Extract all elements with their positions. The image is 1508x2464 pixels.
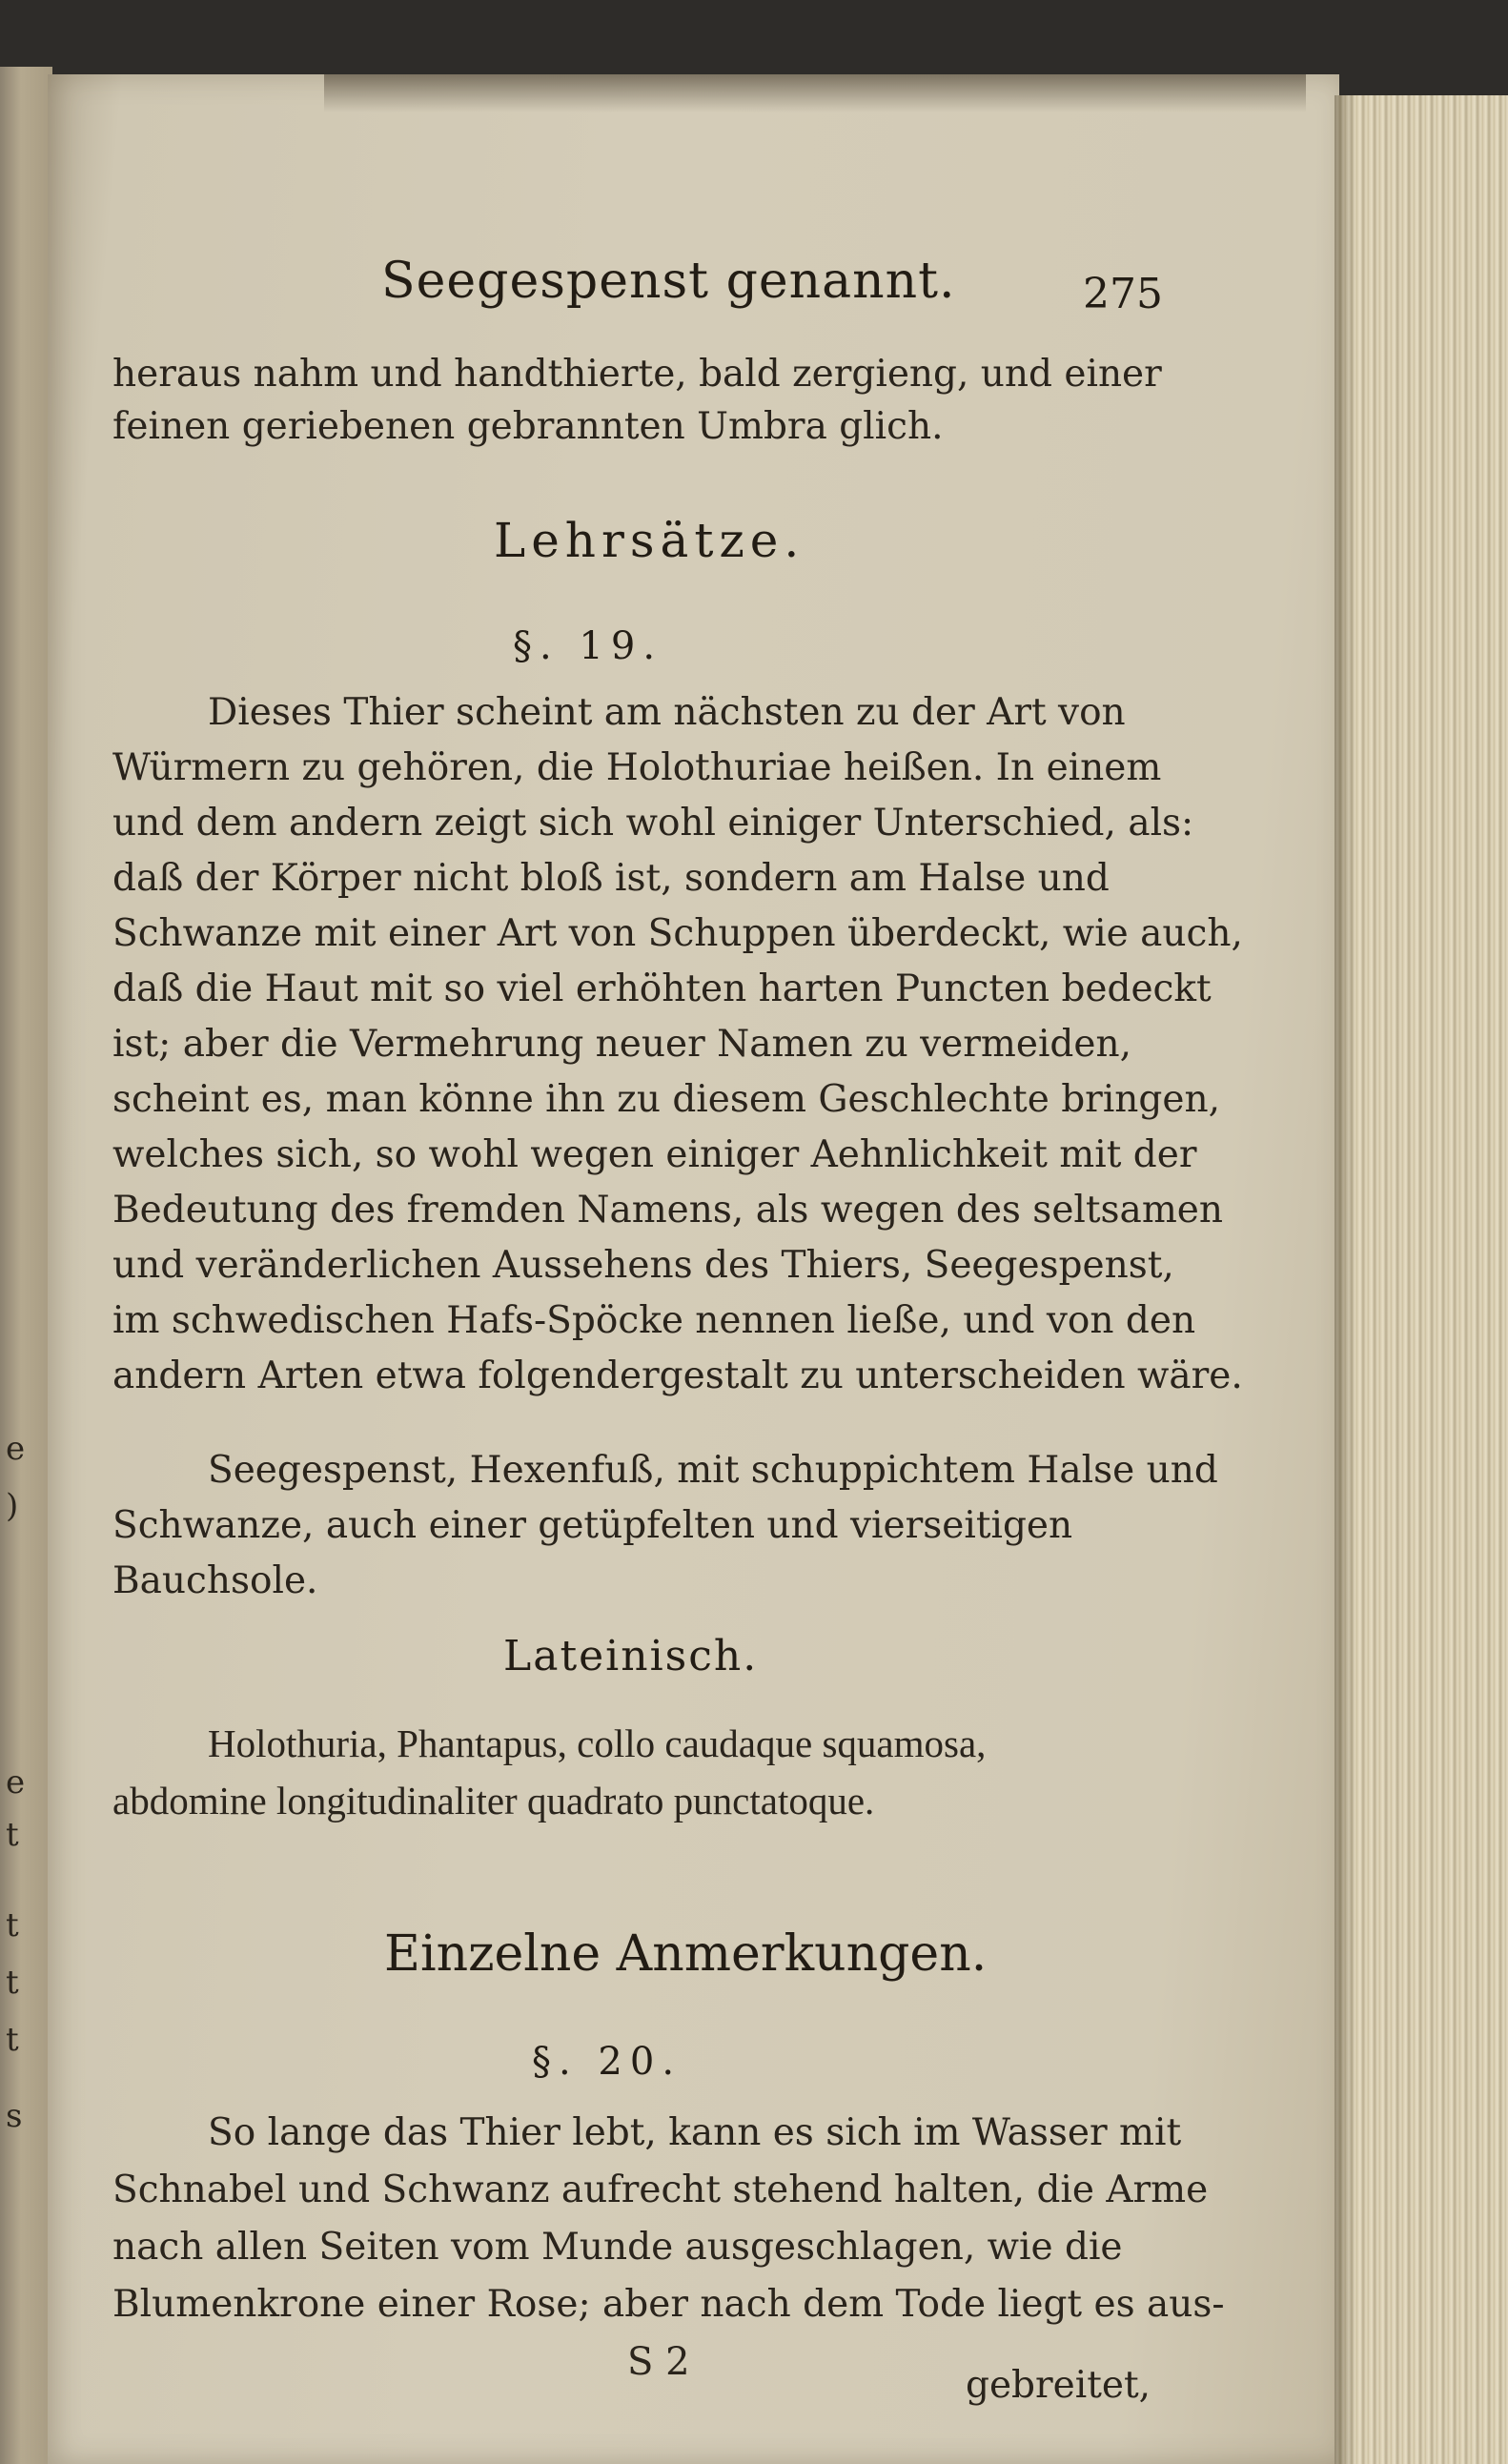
facing-page-fragments	[6, 1430, 34, 2192]
signature-mark: S 2	[627, 2340, 690, 2384]
text-line: ist; aber die Vermehrung neuer Namen zu vermeiden,	[112, 1023, 1131, 1066]
text-line: andern Arten etwa folgendergestalt zu unterscheiden wäre.	[112, 1354, 1243, 1397]
text-line: und veränderlichen Aussehens des Thiers, Seegespenst,	[112, 1244, 1174, 1287]
text-line: Seegespenst, Hexenfuß, mit schuppichtem Halse und	[208, 1449, 1218, 1492]
margin-fragment: t	[6, 1906, 19, 1945]
text-line: daß die Haut mit so viel erhöhten harten Puncten bedeckt	[112, 967, 1212, 1010]
page-header	[381, 253, 1163, 329]
paragraph-sign-19: §. 19.	[513, 624, 663, 668]
catchword: gebreitet,	[966, 2364, 1151, 2407]
page-block-edges	[1335, 95, 1508, 2464]
latin-heading: Lateinisch.	[503, 1632, 759, 1680]
margin-fragment: t	[6, 2021, 19, 2059]
section-heading: Lehrsätze.	[494, 513, 805, 568]
text-line: Schwanze, auch einer getüpfelten und vierseitigen	[112, 1504, 1073, 1547]
text-line: Bauchsole.	[112, 1559, 318, 1602]
text-line: Schnabel und Schwanz aufrecht stehend halten, die Arme	[112, 2169, 1209, 2211]
text-line: Bedeutung des fremden Namens, als wegen des seltsamen	[112, 1189, 1223, 1232]
running-title: Seegespenst genannt.	[381, 253, 956, 310]
latin-line: Holothuria, Phantapus, collo caudaque squamosa,	[208, 1721, 987, 1765]
text-line: heraus nahm und handthierte, bald zergieng, und einer	[112, 353, 1162, 396]
text-line: So lange das Thier lebt, kann es sich im Wasser mit	[208, 2111, 1182, 2154]
text-line: Blumenkrone einer Rose; aber nach dem Tode liegt es aus-	[112, 2283, 1225, 2326]
latin-line: abdomine longitudinaliter quadrato punctatoque.	[112, 1779, 875, 1823]
text-line: und dem andern zeigt sich wohl einiger Unterschied, als:	[112, 802, 1194, 845]
text-line: Würmern zu gehören, die Holothuriae heißen. In einem	[112, 746, 1162, 789]
text-line: nach allen Seiten vom Munde ausgeschlagen, wie die	[112, 2226, 1123, 2269]
margin-fragment: e	[6, 1430, 26, 1468]
text-line: welches sich, so wohl wegen einiger Aehnlichkeit mit der	[112, 1133, 1197, 1176]
margin-fragment: e	[6, 1763, 26, 1802]
margin-fragment: )	[6, 1487, 19, 1525]
text-line: daß der Körper nicht bloß ist, sondern am Halse und	[112, 857, 1110, 900]
text-line: im schwedischen Hafs-Spöcke nennen ließe, und von den	[112, 1299, 1196, 1342]
text-line: scheint es, man könne ihn zu diesem Geschlechte bringen,	[112, 1078, 1220, 1121]
margin-fragment: s	[6, 2097, 23, 2135]
page-top-shadow	[324, 74, 1306, 112]
paragraph-sign-20: §. 20.	[532, 2040, 683, 2084]
margin-fragment: t	[6, 1816, 19, 1854]
page-number: 275	[1083, 270, 1163, 318]
text-line: feinen geriebenen gebrannten Umbra glich.	[112, 405, 944, 448]
text-line: Schwanze mit einer Art von Schuppen überdeckt, wie auch,	[112, 912, 1243, 955]
text-line: Dieses Thier scheint am nächsten zu der Art von	[208, 691, 1126, 734]
margin-fragment: t	[6, 1964, 19, 2002]
notes-heading: Einzelne Anmerkungen.	[384, 1925, 988, 1983]
